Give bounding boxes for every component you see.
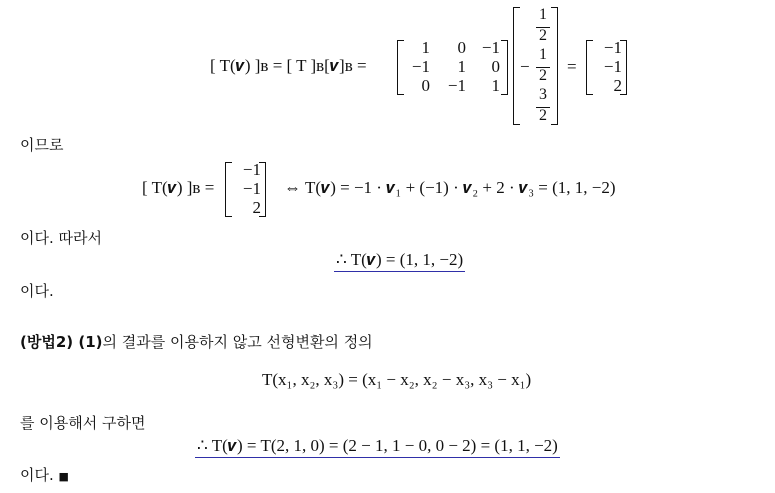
text-imeuro: 이므로 bbox=[20, 136, 64, 154]
matrix-cell: 1 bbox=[491, 76, 500, 95]
matrix-cell: −1 bbox=[411, 57, 430, 76]
frac-numerator: 1 bbox=[539, 46, 547, 63]
frac-numerator: 1 bbox=[539, 6, 547, 23]
conclusion-1 bbox=[334, 250, 465, 270]
vector-right-bracket bbox=[551, 7, 558, 125]
matrix-cell: 1 bbox=[457, 57, 466, 76]
eq1-equals: = bbox=[567, 57, 577, 76]
vector-left-bracket bbox=[513, 7, 520, 125]
eq2-lhs: [ T(𝒗) ]ʙ = bbox=[142, 178, 215, 197]
text-ida-ttaraseo: 이다. 따라서 bbox=[20, 229, 102, 247]
matrix-cell: 1 bbox=[421, 38, 430, 57]
matrix-cell: −1 bbox=[447, 76, 466, 95]
matrix-cell: −1 bbox=[481, 38, 500, 57]
frac-denominator: 2 bbox=[539, 107, 547, 124]
method2-label: (방법2) (1) bbox=[20, 333, 103, 351]
matrix-cell: 0 bbox=[421, 76, 430, 95]
eq1-lhs: [ T(𝒗) ]ʙ = [ T ]ʙ[𝒗]ʙ = bbox=[210, 56, 367, 75]
result-cell: −1 bbox=[603, 57, 622, 76]
text-ireul-iyong: 를 이용해서 구하면 bbox=[20, 414, 146, 432]
eq2-rhs: ⇔ T(𝒗) = −1 · 𝒗₁ + (−1) · 𝒗₂ + 2 · 𝒗₃ = (1, 1, −2) bbox=[284, 178, 616, 197]
eq3-definition: T(x₁, x₂, x₃) = (x₁ − x₂, x₂ − x₃, x₃ − x₁) bbox=[262, 370, 532, 389]
matrix-cell: 0 bbox=[457, 38, 466, 57]
conclusion-2 bbox=[195, 436, 560, 456]
result-cell: −1 bbox=[603, 38, 622, 57]
vector-sign: − bbox=[520, 57, 530, 76]
method2-line bbox=[20, 331, 373, 352]
eq2-vector-cell: −1 bbox=[242, 160, 261, 179]
eq2-vector-cell: −1 bbox=[242, 179, 261, 198]
text-ida-2: 이다. bbox=[20, 466, 54, 484]
eq2-vector-cell: 2 bbox=[252, 198, 261, 217]
method2-text: 의 결과를 이용하지 않고 선형변환의 정의 bbox=[102, 333, 373, 351]
result-cell: 2 bbox=[613, 76, 622, 95]
frac-numerator: 3 bbox=[539, 86, 547, 103]
matrix-cell: 0 bbox=[491, 57, 500, 76]
conclusion-1-text: ∴ T(𝒗) = (1, 1, −2) bbox=[334, 250, 465, 272]
text-ida-1: 이다. bbox=[20, 282, 54, 300]
text-ida-final bbox=[20, 464, 69, 485]
end-square-mark: ■ bbox=[58, 470, 69, 483]
matrix-right-bracket bbox=[501, 40, 508, 95]
frac-denominator: 2 bbox=[539, 67, 547, 84]
frac-denominator: 2 bbox=[539, 27, 547, 44]
conclusion-2-text: ∴ T(𝒗) = T(2, 1, 0) = (2 − 1, 1 − 0, 0 − 2) = (1, 1, −2) bbox=[195, 436, 560, 458]
